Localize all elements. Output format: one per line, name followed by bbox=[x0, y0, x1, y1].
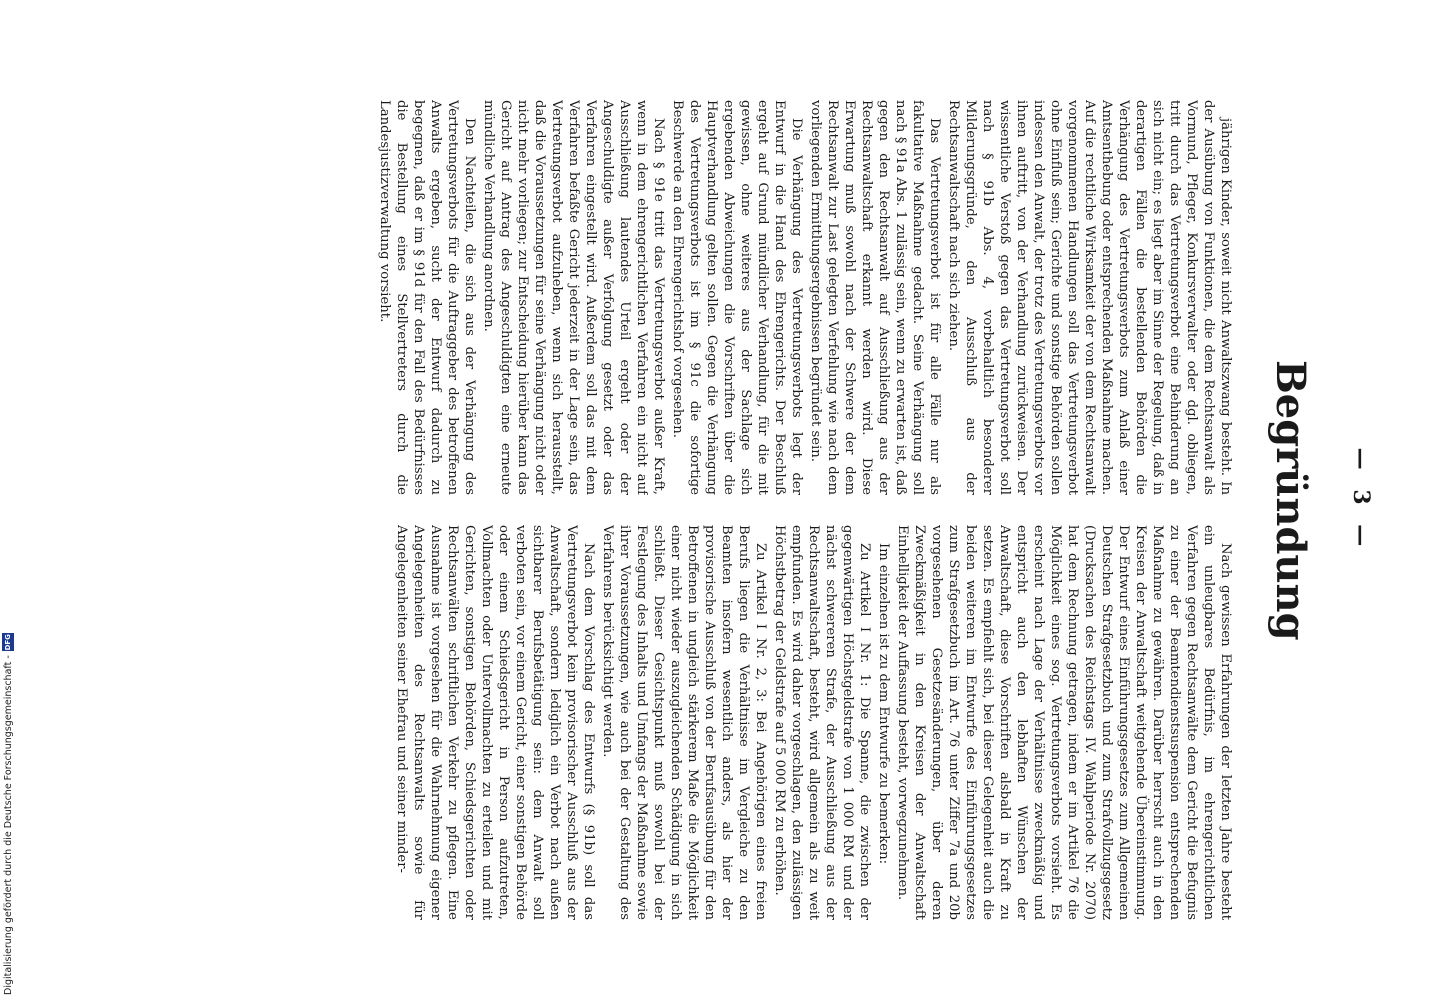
paragraph: Im einzelnen ist zu dem Entwurfe zu bemerken: bbox=[876, 543, 891, 865]
text-columns bbox=[134, 100, 1234, 920]
paragraph: Das Vertretungsverbot ist für alle Fälle nur als fakultative Maßnahme gedacht. Seine Verhängung soll nach § 91a Abs. 1 zulässig sein, wenn zu erwarten ist, daß gegen den Rechtsanwalt auf Ausschließung aus der Rechtsanwaltschaft erkannt werden wird. Diese Erwartung muß sowohl nach der Schwere der dem Rechtsanwalt zur Last gelegten Verfehlung wie nach dem vorliegenden Ermittlungsergebnissen begründet sein. bbox=[808, 100, 942, 495]
page-title: Begründung bbox=[1267, 360, 1314, 641]
paragraph: Den Nachteilen, die sich aus der Verhängung des Vertretungsverbots für die Auftraggeber des betroffenen Anwalts ergeben, sucht der Entwurf dadurch zu begegnen, daß er im § 91d für den Fall des Bedürfnisses die Bestellung eines Stellvertreters durch die Landesjustizverwaltung vorsieht. bbox=[377, 100, 477, 495]
paragraph: Nach dem Vorschlag des Entwurfs (§ 91b) soll das Vertretungsverbot kein provisorischer Ausschluß aus der Anwaltschaft, sondern lediglich ein Verbot nach außen sichtbarer Berufsbetätigung sein: dem Anwalt soll verboten sein, vor einem Gericht, einer sonstigen Behörde oder einem Schiedsgericht in Person aufzutreten, Vollmachten oder Untervollmachten zu erteilen und mit Gerichten, sonstigen Behörden, Schiedsgerichten oder Rechtsanwälten schriftlichen Verkehr zu pflegen. Eine Ausnahme ist vorgesehen für die Wahrnehmung eigener Angelegenheiten des Rechtsanwalts sowie für Angelegenheiten seiner Ehefrau und seiner minder- bbox=[394, 525, 596, 920]
right-column bbox=[134, 100, 1234, 495]
dfg-logo-icon: DFG bbox=[4, 634, 12, 651]
paragraph: Zu Artikel I Nr. 2, 3: Bei Angehörigen eines freien Berufs liegen die Verhältnisse im Vergleiche zu den Beamten insofern wesentlich anders, als hier der provisorische Ausschluß von der Berufsausübung für den Betroffenen in ungleich stärkerem Maße die Möglichkeit einer nicht wieder auszugleichenden Schädigung in sich schließt. Dieser Gesichtspunkt muß sowohl bei der Festlegung des Inhalts und Umfangs der Maßnahme sowie ihrer Voraussetzungen, wie auch bei der Gestaltung des Verfahrens berücksichtigt werden. bbox=[600, 525, 768, 920]
page-header bbox=[1234, 0, 1414, 1000]
paragraph: Die Verhängung des Vertretungsverbots legt der Entwurf in die Hand des Ehrengerichts. Der Beschluß ergeht auf Grund mündlicher Verhandlung, für die mit gewissen, ohne weiteres aus der Sachlage sich ergebenden Abweichungen die Vorschriften über die Hauptverhandlung gelten sollen. Gegen die Verhängung des Vertretungsverbots ist im § 91c die sofortige Beschwerde an den Ehrengerichtshof vorgesehen. bbox=[670, 100, 804, 495]
page-number: — 3 — bbox=[1348, 447, 1374, 553]
paragraph: Nach gewissen Erfahrungen der letzten Jahre besteht ein unleugbares Bedürfnis, im ehrengerichtlichen Verfahren gegen Rechtsanwälte dem Gericht die Befugnis zu einer der Beamtendienstsuspension entsprechenden Maßnahme zu gewähren. Darüber herrscht auch in den Kreisen der Anwaltschaft weitgehende Übereinstimmung. Der Entwurf eines Einführungsgesetzes zum Allgemeinen Deutschen Strafgesetzbuch und zum Strafvollzugsgesetz (Drucksachen des Reichstags IV. Wahlperiode Nr. 2070) hat dem Rechnung getragen, indem er im Artikel 76 die Möglichkeit eines sog. Vertretungsverbots vorsieht. Es erscheint nach Lage der Verhältnisse zweckmäßig und entspricht auch den lebhaften Wünschen der Anwaltschaft, diese Vorschriften alsbald in Kraft zu setzen. Es empfiehlt sich, bei dieser Gelegenheit auch die beiden weiteren im Entwurfe des Einführungsgesetzes zum Strafgesetzbuch im Art. 76 unter Ziffer 7a und 20b vorgesehenen Gesetzesänderungen, über deren Zweckmäßigkeit in den Kreisen der Anwaltschaft Einhelligkeit der Auffassung besteht, vorwegzunehmen. bbox=[895, 525, 1233, 920]
credit-text: Digitalisierung gefördert durch die Deutsche Forschungsgemeinschaft - bbox=[2, 655, 14, 995]
paragraph: Nach § 91e tritt das Vertretungsverbot außer Kraft, wenn in dem ehrengerichtlichen Verfahren ein nicht auf Ausschließung lautendes Urteil ergeht oder der Angeschuldigte außer Verfolgung gesetzt oder das Verfahren eingestellt wird. Außerdem soll das mit dem Verfahren befaßte Gericht jederzeit in der Lage sein, das Vertretungsverbot aufzuheben, wenn sich herausstellt, daß die Voraussetzungen für seine Verhängung nicht oder nicht mehr vorliegen; zur Entscheidung hierüber kann das Gericht auf Antrag des Angeschuldigten eine erneute mündliche Verhandlung anordnen. bbox=[481, 100, 666, 495]
digitization-credit bbox=[2, 5, 14, 995]
paragraph: jährigen Kinder, soweit nicht Anwaltszwang besteht. In der Ausübung von Funktionen, die dem Rechtsanwalt als Vormund, Pfleger, Konkursverwalter oder dgl. obliegen, tritt durch das Vertretungsverbot eine Behinderung an sich nicht ein; es liegt aber im Sinne der Regelung, daß in derartigen Fällen die bestellenden Behörden die Verhängung des Vertretungsverbots zum Anlaß einer Amtsenthebung oder entsprechenden Maßnahme machen. Auf die rechtliche Wirksamkeit der von dem Rechtsanwalt vorgenommenen Handlungen soll das Vertretungsverbot ohne Einfluß sein; Gerichte und sonstige Behörden sollen indessen den Anwalt, der trotz des Vertretungsverbots vor ihnen auftritt, von der Verhandlung zurückweisen. Der wissentliche Verstoß gegen das Vertretungsverbot soll nach § 91b Abs. 4, vorbehaltlich besonderer Milderungsgründe, den Ausschluß aus der Rechtsanwaltschaft nach sich ziehen. bbox=[946, 100, 1233, 495]
paragraph: Zu Artikel I Nr. 1: Die Spanne, die zwischen der gegenwärtigen Höchstgeldstrafe von 1 000 RM und der nächst schwereren Strafe, der Ausschließung aus der Rechtsanwaltschaft, besteht, wird allgemein als zu weit empfunden. Es wird daher vorgeschlagen, den zulässigen Höchstbetrag der Geldstrafe auf 5 000 RM zu erhöhen. bbox=[772, 525, 872, 920]
left-column bbox=[134, 525, 1234, 920]
